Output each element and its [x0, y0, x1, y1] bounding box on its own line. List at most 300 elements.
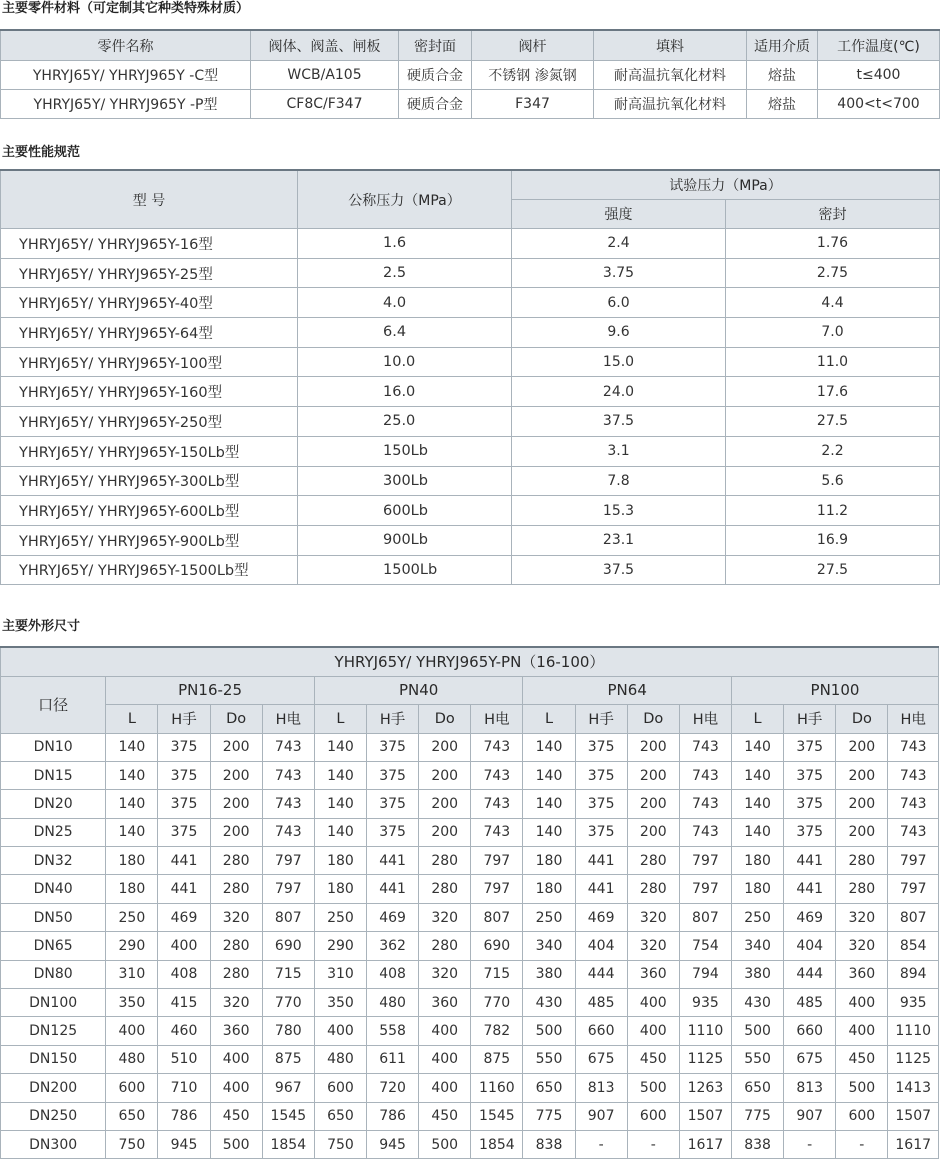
table-cell: 200 — [210, 790, 262, 818]
header-model: 型 号 — [1, 170, 298, 229]
table-cell: 441 — [784, 875, 836, 903]
table-row — [1, 733, 939, 761]
table-cell: 500 — [523, 1017, 575, 1045]
subheader-cell: H电 — [888, 705, 939, 734]
table-cell: 375 — [158, 761, 210, 789]
table-cell: 415 — [158, 989, 210, 1017]
table-cell: 797 — [888, 847, 939, 875]
table-cell: 375 — [575, 790, 627, 818]
table-cell: 480 — [367, 989, 419, 1017]
table-cell: 1507 — [888, 1102, 939, 1130]
table-cell: 290 — [106, 932, 158, 960]
table-cell: 775 — [731, 1102, 783, 1130]
subheader-cell: H手 — [575, 705, 627, 734]
table-cell: 690 — [471, 932, 523, 960]
table-cell: YHRYJ65Y/ YHRYJ965Y -C型 — [1, 61, 251, 90]
table-cell: 37.5 — [512, 407, 726, 437]
table-cell: 不锈钢 渗氮钢 — [472, 61, 594, 90]
table-cell: 375 — [367, 790, 419, 818]
table-cell: 320 — [627, 932, 679, 960]
table-cell: 780 — [262, 1017, 314, 1045]
table-row — [1, 1045, 939, 1073]
bore-cell: DN32 — [1, 847, 106, 875]
table-cell: 400 — [210, 1074, 262, 1102]
model-cell: YHRYJ65Y/ YHRYJ965Y-250型 — [1, 407, 298, 437]
bore-cell: DN25 — [1, 818, 106, 846]
table-row — [1, 258, 940, 288]
table-cell: CF8C/F347 — [251, 90, 399, 119]
table-cell: 320 — [836, 903, 888, 931]
table-cell: 500 — [627, 1074, 679, 1102]
table-cell: 450 — [210, 1102, 262, 1130]
table-cell: 2.4 — [512, 229, 726, 259]
table-cell: 813 — [784, 1074, 836, 1102]
table-cell: 10.0 — [298, 347, 512, 377]
group-pn40: PN40 — [314, 676, 523, 705]
table-cell: 500 — [419, 1130, 471, 1158]
table-cell: 600 — [836, 1102, 888, 1130]
table-cell: 400 — [836, 1017, 888, 1045]
table-cell: 200 — [210, 733, 262, 761]
model-cell: YHRYJ65Y/ YHRYJ965Y-25型 — [1, 258, 298, 288]
table-cell: 硬质合金 — [399, 90, 472, 119]
table-row — [1, 90, 940, 119]
table-cell: 27.5 — [726, 555, 940, 585]
table-cell: 1125 — [888, 1045, 939, 1073]
table-cell: 27.5 — [726, 407, 940, 437]
table-cell: 450 — [419, 1102, 471, 1130]
dimensions-subheader-row — [1, 705, 939, 734]
table-cell: 320 — [210, 989, 262, 1017]
table-cell: 404 — [784, 932, 836, 960]
table-cell: 280 — [836, 875, 888, 903]
table-cell: 469 — [367, 903, 419, 931]
table-cell: - — [575, 1130, 627, 1158]
table-row — [1, 790, 939, 818]
table-cell: 375 — [158, 818, 210, 846]
table-cell: 200 — [836, 761, 888, 789]
dimensions-group-row — [1, 676, 939, 705]
table-cell: 786 — [158, 1102, 210, 1130]
bore-cell: DN40 — [1, 875, 106, 903]
table-cell: 404 — [575, 932, 627, 960]
subheader-cell: L — [523, 705, 575, 734]
table-cell: 375 — [367, 818, 419, 846]
header-medium: 适用介质 — [747, 30, 818, 61]
table-cell: 945 — [367, 1130, 419, 1158]
table-cell: 797 — [679, 847, 731, 875]
table-cell: 1854 — [262, 1130, 314, 1158]
table-cell: 362 — [367, 932, 419, 960]
table-cell: 140 — [731, 733, 783, 761]
header-test-pressure: 试验压力（MPa） — [512, 170, 940, 200]
table-cell: 450 — [627, 1045, 679, 1073]
table-cell: 441 — [575, 875, 627, 903]
table-cell: 1110 — [679, 1017, 731, 1045]
table-cell: 500 — [731, 1017, 783, 1045]
table-cell: 743 — [679, 790, 731, 818]
table-cell: 140 — [106, 790, 158, 818]
table-cell: 510 — [158, 1045, 210, 1073]
subheader-cell: H电 — [262, 705, 314, 734]
table-cell: 280 — [419, 932, 471, 960]
dimensions-section-title: 主要外形尺寸 — [2, 619, 81, 634]
table-cell: 1110 — [888, 1017, 939, 1045]
table-cell: 1507 — [679, 1102, 731, 1130]
table-cell: 23.1 — [512, 525, 726, 555]
table-cell: 140 — [523, 761, 575, 789]
table-cell: 807 — [679, 903, 731, 931]
table-cell: 894 — [888, 960, 939, 988]
subheader-cell: H电 — [679, 705, 731, 734]
subheader-cell: Do — [419, 705, 471, 734]
table-cell: 838 — [731, 1130, 783, 1158]
bore-cell: DN250 — [1, 1102, 106, 1130]
table-cell: 350 — [314, 989, 366, 1017]
table-cell: 945 — [158, 1130, 210, 1158]
header-part-name: 零件名称 — [1, 30, 251, 61]
table-row — [1, 1074, 939, 1102]
table-cell: - — [836, 1130, 888, 1158]
table-cell: 耐高温抗氧化材料 — [594, 61, 747, 90]
table-cell: 4.0 — [298, 288, 512, 318]
bore-cell: DN100 — [1, 989, 106, 1017]
table-cell: 280 — [210, 932, 262, 960]
subheader-cell: H手 — [784, 705, 836, 734]
table-cell: 807 — [262, 903, 314, 931]
table-cell: 400 — [106, 1017, 158, 1045]
table-cell: 16.9 — [726, 525, 940, 555]
table-cell: 140 — [731, 818, 783, 846]
table-row — [1, 288, 940, 318]
table-cell: 441 — [367, 875, 419, 903]
bore-cell: DN300 — [1, 1130, 106, 1158]
table-cell: 200 — [419, 733, 471, 761]
table-cell: 469 — [784, 903, 836, 931]
table-cell: 441 — [158, 847, 210, 875]
table-cell: 1263 — [679, 1074, 731, 1102]
subheader-cell: L — [106, 705, 158, 734]
table-cell: 854 — [888, 932, 939, 960]
table-cell: 1617 — [888, 1130, 939, 1158]
table-cell: 320 — [419, 960, 471, 988]
table-cell: 375 — [784, 733, 836, 761]
materials-section-title: 主要零件材料（可定制其它种类特殊材质） — [2, 1, 250, 16]
table-cell: 200 — [627, 761, 679, 789]
table-cell: 611 — [367, 1045, 419, 1073]
table-cell: WCB/A105 — [251, 61, 399, 90]
table-row — [1, 1102, 939, 1130]
table-cell: 380 — [523, 960, 575, 988]
table-row — [1, 989, 939, 1017]
table-cell: 180 — [314, 847, 366, 875]
table-cell: 797 — [262, 875, 314, 903]
model-cell: YHRYJ65Y/ YHRYJ965Y-150Lb型 — [1, 436, 298, 466]
table-cell: 200 — [836, 790, 888, 818]
table-cell: 743 — [471, 818, 523, 846]
table-cell: 1160 — [471, 1074, 523, 1102]
table-cell: 600 — [106, 1074, 158, 1102]
table-cell: 1413 — [888, 1074, 939, 1102]
table-cell: 441 — [784, 847, 836, 875]
table-cell: 375 — [575, 733, 627, 761]
table-cell: 500 — [210, 1130, 262, 1158]
table-cell: 743 — [471, 790, 523, 818]
table-cell: 5.6 — [726, 466, 940, 496]
table-cell: 140 — [314, 733, 366, 761]
table-cell: 430 — [523, 989, 575, 1017]
table-cell: 200 — [419, 818, 471, 846]
table-cell: 480 — [106, 1045, 158, 1073]
model-cell: YHRYJ65Y/ YHRYJ965Y-900Lb型 — [1, 525, 298, 555]
table-cell: t≤400 — [818, 61, 940, 90]
table-cell: 743 — [679, 733, 731, 761]
table-cell: 485 — [784, 989, 836, 1017]
subheader-cell: H手 — [367, 705, 419, 734]
header-seal-face: 密封面 — [399, 30, 472, 61]
table-cell: 340 — [731, 932, 783, 960]
table-cell: 310 — [106, 960, 158, 988]
table-cell: 935 — [679, 989, 731, 1017]
table-cell: 2.2 — [726, 436, 940, 466]
table-cell: 140 — [731, 761, 783, 789]
table-row — [1, 466, 940, 496]
table-cell: 650 — [731, 1074, 783, 1102]
table-cell: 550 — [731, 1045, 783, 1073]
table-cell: 140 — [106, 761, 158, 789]
table-cell: 720 — [367, 1074, 419, 1102]
table-cell: 290 — [314, 932, 366, 960]
table-cell: 558 — [367, 1017, 419, 1045]
table-cell: 140 — [106, 733, 158, 761]
table-cell: 140 — [523, 733, 575, 761]
header-stem: 阀杆 — [472, 30, 594, 61]
table-cell: 180 — [314, 875, 366, 903]
bore-cell: DN15 — [1, 761, 106, 789]
table-cell: 430 — [731, 989, 783, 1017]
table-cell: 375 — [784, 818, 836, 846]
table-cell: 400 — [419, 1017, 471, 1045]
table-cell: 807 — [471, 903, 523, 931]
table-cell: 375 — [784, 790, 836, 818]
table-cell: 180 — [523, 847, 575, 875]
table-cell: 400 — [627, 989, 679, 1017]
table-cell: 280 — [836, 847, 888, 875]
table-cell: - — [784, 1130, 836, 1158]
table-cell: 380 — [731, 960, 783, 988]
table-cell: 360 — [210, 1017, 262, 1045]
table-cell: 25.0 — [298, 407, 512, 437]
table-cell: 2.75 — [726, 258, 940, 288]
table-cell: 11.2 — [726, 496, 940, 526]
table-row — [1, 436, 940, 466]
table-row — [1, 407, 940, 437]
model-cell: YHRYJ65Y/ YHRYJ965Y-300Lb型 — [1, 466, 298, 496]
table-row — [1, 229, 940, 259]
header-strength: 强度 — [512, 200, 726, 229]
table-row — [1, 761, 939, 789]
table-cell: 140 — [523, 818, 575, 846]
subheader-cell: H手 — [158, 705, 210, 734]
subheader-cell: Do — [210, 705, 262, 734]
table-cell: 200 — [210, 818, 262, 846]
table-cell: 600 — [314, 1074, 366, 1102]
table-cell: 441 — [367, 847, 419, 875]
table-cell: 770 — [471, 989, 523, 1017]
table-cell: F347 — [472, 90, 594, 119]
table-cell: 320 — [419, 903, 471, 931]
table-cell: 15.0 — [512, 347, 726, 377]
table-cell: 754 — [679, 932, 731, 960]
table-cell: 838 — [523, 1130, 575, 1158]
table-cell: 320 — [836, 932, 888, 960]
table-cell: 743 — [679, 761, 731, 789]
model-cell: YHRYJ65Y/ YHRYJ965Y-64型 — [1, 318, 298, 348]
header-nominal-pressure: 公称压力（MPa） — [298, 170, 512, 229]
table-cell: 400 — [419, 1045, 471, 1073]
model-cell: YHRYJ65Y/ YHRYJ965Y-16型 — [1, 229, 298, 259]
table-cell: 熔盐 — [747, 90, 818, 119]
table-cell: 140 — [106, 818, 158, 846]
table-cell: 11.0 — [726, 347, 940, 377]
table-cell: 743 — [262, 790, 314, 818]
table-cell: 200 — [836, 818, 888, 846]
table-row — [1, 818, 939, 846]
model-cell: YHRYJ65Y/ YHRYJ965Y-100型 — [1, 347, 298, 377]
table-cell: 797 — [471, 875, 523, 903]
table-cell: 180 — [731, 847, 783, 875]
header-seal: 密封 — [726, 200, 940, 229]
table-cell: 1.6 — [298, 229, 512, 259]
table-cell: 320 — [210, 903, 262, 931]
table-cell: 6.0 — [512, 288, 726, 318]
table-cell: 3.75 — [512, 258, 726, 288]
table-cell: 6.4 — [298, 318, 512, 348]
dimensions-title-row — [1, 647, 939, 676]
table-cell: 807 — [888, 903, 939, 931]
model-cell: YHRYJ65Y/ YHRYJ965Y-160型 — [1, 377, 298, 407]
table-cell: 743 — [888, 790, 939, 818]
table-cell: 250 — [731, 903, 783, 931]
table-cell: 4.4 — [726, 288, 940, 318]
table-cell: 1617 — [679, 1130, 731, 1158]
table-cell: 360 — [419, 989, 471, 1017]
table-cell: 140 — [314, 790, 366, 818]
header-bore: 口径 — [1, 676, 106, 733]
bore-cell: DN150 — [1, 1045, 106, 1073]
table-cell: 907 — [784, 1102, 836, 1130]
group-pn100: PN100 — [731, 676, 938, 705]
table-cell: 320 — [627, 903, 679, 931]
table-cell: 750 — [314, 1130, 366, 1158]
bore-cell: DN65 — [1, 932, 106, 960]
table-row — [1, 377, 940, 407]
table-cell: 250 — [106, 903, 158, 931]
table-cell: 743 — [888, 818, 939, 846]
table-cell: 280 — [419, 847, 471, 875]
table-cell: 782 — [471, 1017, 523, 1045]
dimensions-table-title: YHRYJ65Y/ YHRYJ965Y-PN（16-100） — [1, 647, 939, 676]
table-cell: 15.3 — [512, 496, 726, 526]
table-cell: 794 — [679, 960, 731, 988]
table-cell: 875 — [471, 1045, 523, 1073]
table-cell: 200 — [419, 761, 471, 789]
table-row — [1, 960, 939, 988]
table-cell: 375 — [575, 818, 627, 846]
subheader-cell: H电 — [471, 705, 523, 734]
table-cell: 450 — [836, 1045, 888, 1073]
model-cell: YHRYJ65Y/ YHRYJ965Y-600Lb型 — [1, 496, 298, 526]
table-cell: 480 — [314, 1045, 366, 1073]
table-cell: 375 — [367, 733, 419, 761]
table-cell: 650 — [106, 1102, 158, 1130]
table-cell: 耐高温抗氧化材料 — [594, 90, 747, 119]
table-cell: 180 — [523, 875, 575, 903]
table-cell: 280 — [419, 875, 471, 903]
table-cell: 熔盐 — [747, 61, 818, 90]
group-pn64: PN64 — [523, 676, 732, 705]
table-cell: 786 — [367, 1102, 419, 1130]
bore-cell: DN50 — [1, 903, 106, 931]
table-cell: 1545 — [471, 1102, 523, 1130]
table-cell: 16.0 — [298, 377, 512, 407]
table-cell: 775 — [523, 1102, 575, 1130]
table-cell: 7.8 — [512, 466, 726, 496]
subheader-cell: L — [314, 705, 366, 734]
table-cell: 675 — [575, 1045, 627, 1073]
table-cell: 743 — [262, 761, 314, 789]
table-cell: 200 — [627, 733, 679, 761]
table-cell: 750 — [106, 1130, 158, 1158]
table-cell: 485 — [575, 989, 627, 1017]
bore-cell: DN10 — [1, 733, 106, 761]
table-cell: YHRYJ65Y/ YHRYJ965Y -P型 — [1, 90, 251, 119]
table-cell: 408 — [158, 960, 210, 988]
bore-cell: DN80 — [1, 960, 106, 988]
table-cell: 375 — [158, 790, 210, 818]
table-cell: 2.5 — [298, 258, 512, 288]
table-cell: 400<t<700 — [818, 90, 940, 119]
table-cell: 7.0 — [726, 318, 940, 348]
table-cell: 797 — [679, 875, 731, 903]
table-cell: 140 — [314, 761, 366, 789]
table-row — [1, 525, 940, 555]
bore-cell: DN125 — [1, 1017, 106, 1045]
table-cell: 900Lb — [298, 525, 512, 555]
table-cell: 875 — [262, 1045, 314, 1073]
table-cell: 500 — [836, 1074, 888, 1102]
table-cell: 200 — [836, 733, 888, 761]
table-cell: 460 — [158, 1017, 210, 1045]
table-row — [1, 318, 940, 348]
table-cell: 1854 — [471, 1130, 523, 1158]
model-cell: YHRYJ65Y/ YHRYJ965Y-1500Lb型 — [1, 555, 298, 585]
table-row — [1, 496, 940, 526]
table-cell: 715 — [262, 960, 314, 988]
table-cell: 180 — [731, 875, 783, 903]
table-row — [1, 555, 940, 585]
table-row — [1, 875, 939, 903]
table-cell: 797 — [471, 847, 523, 875]
table-cell: 660 — [784, 1017, 836, 1045]
table-cell: 1545 — [262, 1102, 314, 1130]
performance-table — [0, 169, 940, 585]
table-cell: 280 — [627, 875, 679, 903]
table-row — [1, 903, 939, 931]
table-cell: 200 — [419, 790, 471, 818]
table-cell: 3.1 — [512, 436, 726, 466]
table-cell: 469 — [158, 903, 210, 931]
